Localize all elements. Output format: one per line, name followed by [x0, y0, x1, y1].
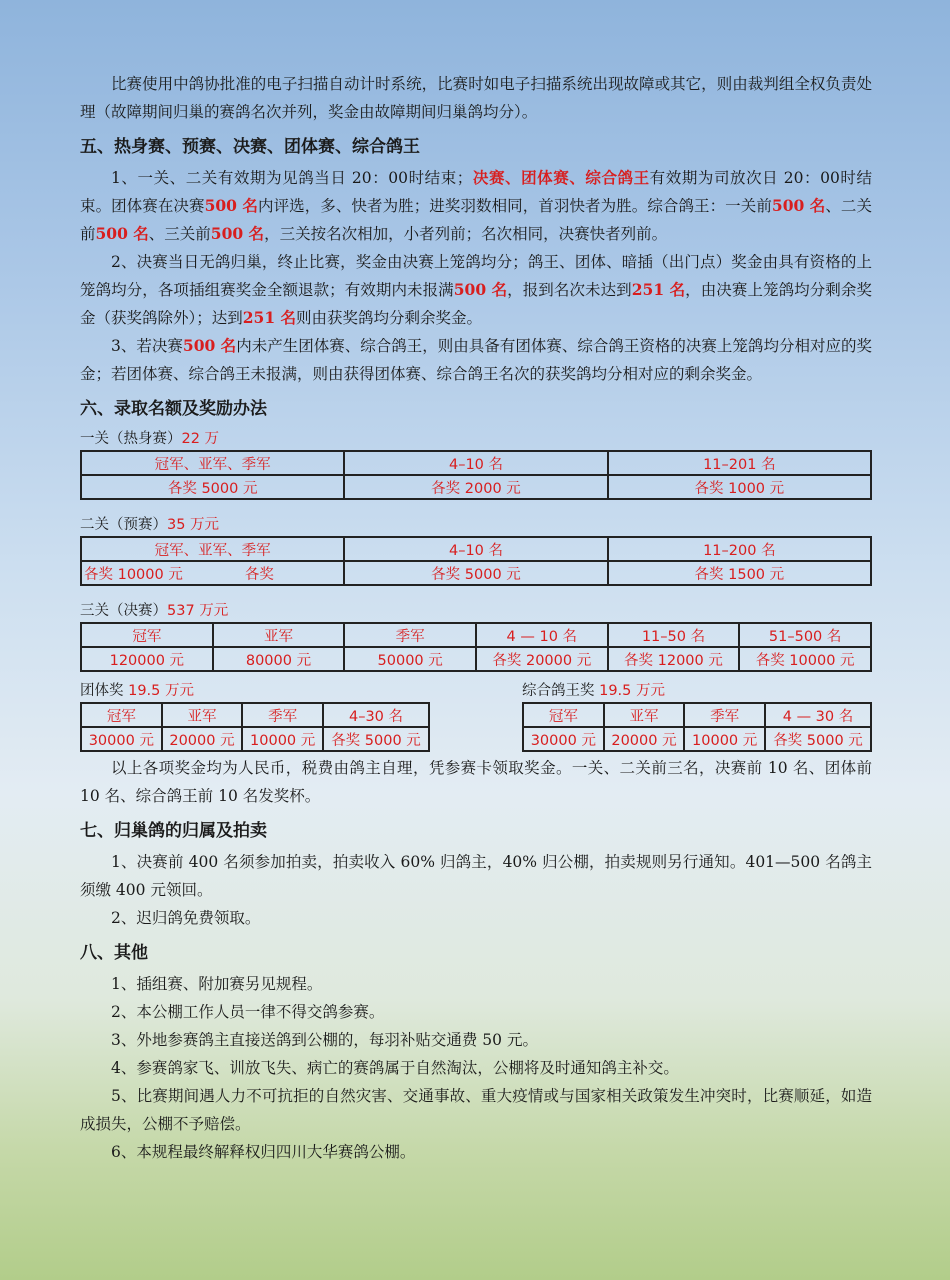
table-cell: 各奖 12000 元: [608, 647, 740, 671]
document-page: [80, 70, 872, 1166]
team-and-king-tables: [80, 676, 872, 752]
stage-1-table: [80, 450, 872, 500]
table-cell: 各奖 10000 元 各奖: [81, 561, 344, 585]
section-8-item-2: 2、本公棚工作人员一律不得交鸽参赛。: [111, 1003, 385, 1021]
table-cell: 冠军、亚军、季军: [81, 451, 344, 475]
table-cell: 10000 元: [242, 727, 323, 751]
king-prize-label: 综合鸽王奖 19.5 万元: [522, 683, 666, 699]
table-cell: 冠军: [81, 703, 162, 727]
section-5-paragraph-2: 2、决赛当日无鸽归巢，终止比赛，奖金由决赛上笼鸽均分；鸽王、团体、暗插（出门点）奖金由具有资格的上笼鸽均分，各项插组赛奖金全额退款；有效期内未报满500 名，报到名次未达到251 名，由决赛上笼鸽均分剩余奖金（获奖鸽除外）；达到251 名则由获奖鸽均分剩余奖金。: [80, 253, 872, 327]
section-8-title: 八、其他: [80, 943, 148, 963]
section-8-item-4: 4、参赛鸽家飞、训放飞失、病亡的赛鸽属于自然淘汰，公棚将及时通知鸽主补交。: [111, 1059, 679, 1077]
stage-3-table: [80, 622, 872, 672]
table-row: [523, 703, 871, 727]
section-7-item-1: 1、决赛前 400 名须参加拍卖，拍卖收入 60% 归鸽主，40% 归公棚，拍卖规则另行通知。401—500 名鸽主须缴 400 元领回。: [80, 853, 872, 899]
table-row: [81, 727, 429, 751]
table-cell: 各奖 20000 元: [476, 647, 608, 671]
team-prize-label: 团体奖 19.5 万元: [80, 683, 195, 699]
table-row: [523, 727, 871, 751]
table-cell: 4 — 30 名: [765, 703, 871, 727]
table-row: [81, 703, 429, 727]
table-row: [81, 623, 871, 647]
table-cell: 120000 元: [81, 647, 213, 671]
section-5-paragraph-3: 3、若决赛500 名内未产生团体赛、综合鸽王，则由具备有团体赛、综合鸽王资格的决赛上笼鸽均分相对应的奖金；若团体赛、综合鸽王未报满，则由获得团体赛、综合鸽王名次的获奖鸽均分相对应的剩余奖金。: [80, 336, 872, 383]
table-cell: 亚军: [213, 623, 345, 647]
table-cell: 4–10 名: [344, 537, 607, 561]
table-cell: 各奖 5000 元: [81, 475, 344, 499]
table-cell: 20000 元: [162, 727, 243, 751]
section-8-item-3: 3、外地参赛鸽主直接送鸽到公棚的，每羽补贴交通费 50 元。: [111, 1031, 538, 1049]
table-cell: 各奖 1500 元: [608, 561, 871, 585]
table-cell: 季军: [242, 703, 323, 727]
section-5-title: 五、热身赛、预赛、决赛、团体赛、综合鸽王: [80, 137, 420, 157]
table-cell: 30000 元: [81, 727, 162, 751]
team-prize-block: [80, 676, 430, 752]
table-cell: 亚军: [604, 703, 685, 727]
section-8-item-6: 6、本规程最终解释权归四川大华赛鸽公棚。: [111, 1143, 416, 1161]
table-cell: 11–201 名: [608, 451, 871, 475]
king-prize-block: [522, 676, 872, 752]
table-cell: 冠军: [523, 703, 604, 727]
table-cell: 4–30 名: [323, 703, 429, 727]
table-cell: 各奖 10000 元: [739, 647, 871, 671]
table-row: [81, 451, 871, 475]
table-cell: 4–10 名: [344, 451, 607, 475]
section-7-item-2: 2、迟归鸽免费领取。: [111, 909, 261, 927]
table-cell: 20000 元: [604, 727, 685, 751]
section-5-paragraph-1: 1、一关、二关有效期为见鸽当日 20：00时结束；决赛、团体赛、综合鸽王有效期为司放次日 20：00时结束。团体赛在决赛500 名内评选，多、快者为胜；进奖羽数相同，首羽快者为胜。综合鸽王：一关前500 名、二关前500 名、三关前500 名，三关按名次相加，小者列前；名次相同，决赛快者列前。: [80, 168, 872, 243]
table-cell: 各奖 5000 元: [765, 727, 871, 751]
section-8-item-5: 5、比赛期间遇人力不可抗拒的自然灾害、交通事故、重大疫情或与国家相关政策发生冲突时，比赛顺延，如造成损失，公棚不予赔偿。: [80, 1087, 872, 1133]
section-8-item-1: 1、插组赛、附加赛另见规程。: [111, 975, 323, 993]
table-cell: 冠军、亚军、季军: [81, 537, 344, 561]
table-cell: 各奖 5000 元: [344, 561, 607, 585]
table-cell: 各奖 2000 元: [344, 475, 607, 499]
table-row: [81, 537, 871, 561]
section-6-title: 六、录取名额及奖励办法: [80, 399, 267, 419]
stage-3-label: 三关（决赛）537 万元: [80, 603, 229, 619]
section-7-title: 七、归巢鸽的归属及拍卖: [80, 821, 267, 841]
table-cell: 季军: [684, 703, 765, 727]
table-row: [81, 561, 871, 585]
stage-2-label: 二关（预赛）35 万元: [80, 517, 220, 533]
table-cell: 4 — 10 名: [476, 623, 608, 647]
table-cell: 11–200 名: [608, 537, 871, 561]
table-cell: 亚军: [162, 703, 243, 727]
team-prize-table: [80, 702, 430, 752]
stage-2-table: [80, 536, 872, 586]
table-cell: 80000 元: [213, 647, 345, 671]
table-cell: 各奖 1000 元: [608, 475, 871, 499]
prize-note: 以上各项奖金均为人民币，税费由鸽主自理，凭参赛卡领取奖金。一关、二关前三名，决赛前 10 名、团体前 10 名、综合鸽王前 10 名发奖杯。: [80, 759, 872, 805]
intro-paragraph: 比赛使用中鸽协批准的电子扫描自动计时系统，比赛时如电子扫描系统出现故障或其它，则由裁判组全权负责处理（故障期间归巢的赛鸽名次并列，奖金由故障期间归巢鸽均分）。: [80, 75, 872, 121]
table-row: [81, 475, 871, 499]
table-cell: 10000 元: [684, 727, 765, 751]
table-row: [81, 647, 871, 671]
table-cell: 11–50 名: [608, 623, 740, 647]
table-cell: 30000 元: [523, 727, 604, 751]
table-cell: 冠军: [81, 623, 213, 647]
table-cell: 50000 元: [344, 647, 476, 671]
stage-1-label: 一关（热身赛）22 万: [80, 431, 220, 447]
table-cell: 季军: [344, 623, 476, 647]
table-cell: 51–500 名: [739, 623, 871, 647]
king-prize-table: [522, 702, 872, 752]
table-cell: 各奖 5000 元: [323, 727, 429, 751]
